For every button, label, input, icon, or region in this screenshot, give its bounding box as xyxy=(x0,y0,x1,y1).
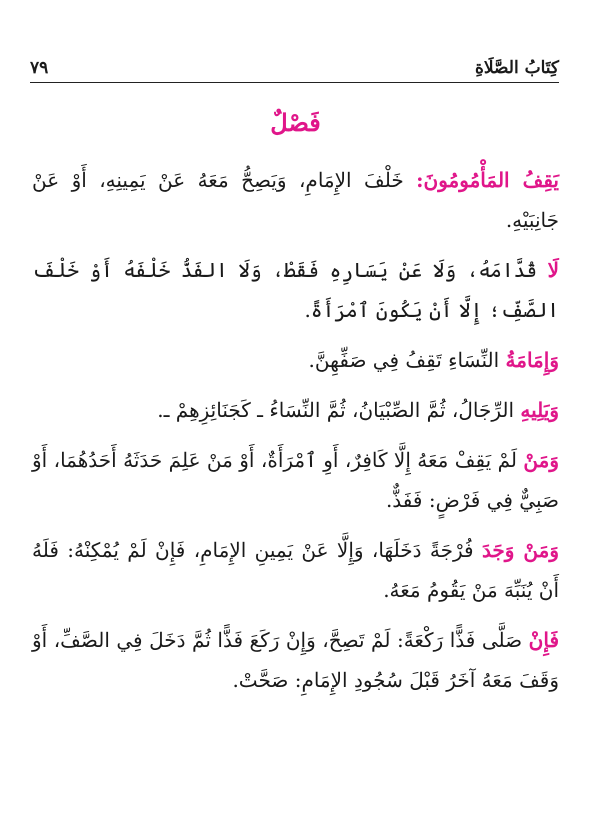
paragraph-lead: لَا xyxy=(547,258,559,282)
paragraph-text: خَلْفَ الإِمَامِ، وَيَصِحُّ مَعَهُ عَنْ يَمِينِهِ، أَوْ عَنْ جَانِبَيْهِ. xyxy=(32,168,559,232)
paragraph-lead: وَإِمَامَةُ xyxy=(505,348,559,372)
paragraph-lead: وَيَلِيهِ xyxy=(520,398,559,422)
body-text xyxy=(32,160,559,710)
chapter-title: كِتَابُ الصَّلَاةِ xyxy=(474,58,559,78)
paragraph-text: فُرْجَةً دَخَلَهَا، وَإِلَّا عَنْ يَمِينِ الإِمَامِ، فَإِنْ لَمْ يُمْكِنْهُ: فَلَهُ أَنْ يُنَبِّهَ مَنْ يَقُومُ مَعَهُ. xyxy=(32,538,559,602)
paragraph-text: النِّسَاءِ تَقِفُ فِي صَفِّهِنَّ. xyxy=(308,348,506,372)
paragraph-text: قُدَّامَهُ، وَلَا عَنْ يَسَارِهِ فَقَطْ، وَلَا الفَذُّ خَلْفَهُ أَوْ خَلْفَ الصَّفِّ؛ إِلَّا أَنْ يَكُونَ ٱمْرَأَةً. xyxy=(32,258,559,322)
paragraph-lead: فَإِنْ xyxy=(528,628,559,652)
paragraph-lead: يَقِفُ المَأْمُومُونَ: xyxy=(416,168,560,192)
page-number: ٧٩ xyxy=(30,58,49,78)
paragraph xyxy=(32,250,559,330)
paragraph xyxy=(32,530,559,610)
paragraph xyxy=(32,160,559,240)
paragraph xyxy=(32,390,559,430)
paragraph-text: صَلَّى فَذًّا رَكْعَةً: لَمْ تَصِحَّ، وَإِنْ رَكَعَ فَذًّا ثُمَّ دَخَلَ فِي الصَّفِّ، أَوْ وَقَفَ مَعَهُ آخَرُ قَبْلَ سُجُودِ الإِمَامِ: صَحَّتْ. xyxy=(32,628,559,692)
paragraph xyxy=(32,340,559,380)
section-title: فَصْلٌ xyxy=(270,108,321,137)
page-header xyxy=(30,48,559,83)
paragraph-text: لَمْ يَقِفْ مَعَهُ إِلَّا كَافِرٌ، أَوِ ٱمْرَأَةٌ، أَوْ مَنْ عَلِمَ حَدَثَهُ أَحَدُهُمَا، أَوْ صَبِيٌّ فِي فَرْضٍ: فَفَذٌّ. xyxy=(32,448,559,512)
paragraph-text: الرِّجَالُ، ثُمَّ الصِّبْيَانُ، ثُمَّ النِّسَاءُ ـ كَجَنَائِزِهِمْ ـ. xyxy=(157,398,521,422)
paragraph-lead: وَمَنْ xyxy=(523,448,559,472)
paragraph-lead: وَمَنْ وَجَدَ xyxy=(481,538,560,562)
paragraph xyxy=(32,440,559,520)
paragraph xyxy=(32,620,559,700)
